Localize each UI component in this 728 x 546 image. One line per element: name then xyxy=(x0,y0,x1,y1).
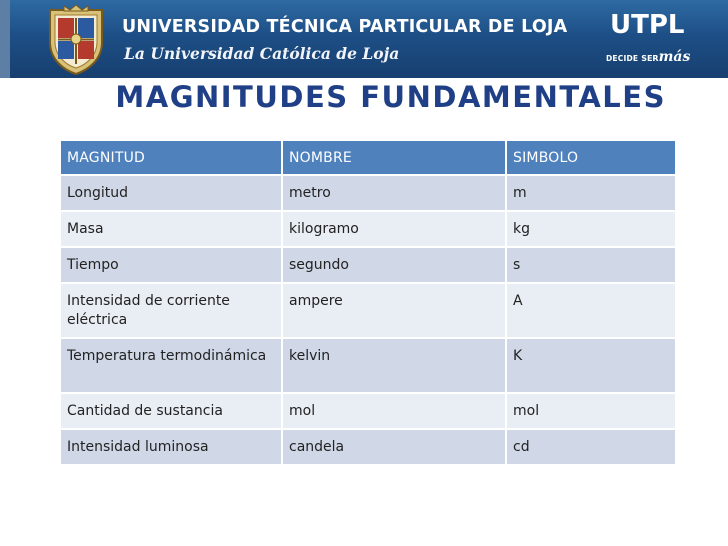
header-nombre: NOMBRE xyxy=(283,141,507,174)
cell-nombre: ampere xyxy=(283,284,507,337)
cell-simbolo: K xyxy=(507,339,675,392)
university-tagline: La Universidad Católica de Loja xyxy=(124,44,400,63)
cell-magnitud: Temperatura termodinámica xyxy=(61,339,283,392)
cell-magnitud: Masa xyxy=(61,212,283,246)
table-row xyxy=(61,212,675,246)
cell-nombre: mol xyxy=(283,394,507,428)
cell-magnitud: Intensidad de corriente eléctrica xyxy=(61,284,283,337)
cell-simbolo: cd xyxy=(507,430,675,464)
table-row xyxy=(61,284,675,337)
cell-nombre: metro xyxy=(283,176,507,210)
table-row xyxy=(61,430,675,464)
header-banner xyxy=(0,0,728,78)
cell-nombre: segundo xyxy=(283,248,507,282)
slide-title: MAGNITUDES FUNDAMENTALES xyxy=(115,80,666,114)
utpl-logo-text: UTPL xyxy=(610,10,685,40)
header-magnitud: MAGNITUD xyxy=(61,141,283,174)
banner-edge-strip xyxy=(0,0,10,78)
cell-simbolo: A xyxy=(507,284,675,337)
magnitudes-table xyxy=(61,139,675,466)
slogan-prefix: DECIDE xyxy=(606,54,639,63)
cell-simbolo: m xyxy=(507,176,675,210)
cell-simbolo: s xyxy=(507,248,675,282)
cell-magnitud: Cantidad de sustancia xyxy=(61,394,283,428)
table-row xyxy=(61,339,675,392)
cell-nombre: candela xyxy=(283,430,507,464)
cell-nombre: kilogramo xyxy=(283,212,507,246)
university-name: UNIVERSIDAD TÉCNICA PARTICULAR DE LOJA xyxy=(122,17,568,37)
cell-nombre: kelvin xyxy=(283,339,507,392)
table-row xyxy=(61,394,675,428)
cell-simbolo: mol xyxy=(507,394,675,428)
table-header-row xyxy=(61,141,675,174)
slogan-end: más xyxy=(658,49,691,65)
cell-magnitud: Intensidad luminosa xyxy=(61,430,283,464)
magnitudes-table-container xyxy=(61,139,675,466)
slogan-mid: SER xyxy=(641,54,659,63)
utpl-brand xyxy=(606,10,716,70)
table-row xyxy=(61,176,675,210)
header-simbolo: SIMBOLO xyxy=(507,141,675,174)
table-row xyxy=(61,248,675,282)
cell-simbolo: kg xyxy=(507,212,675,246)
utpl-slogan xyxy=(606,46,690,65)
university-seal-icon xyxy=(44,4,108,76)
cell-magnitud: Longitud xyxy=(61,176,283,210)
cell-magnitud: Tiempo xyxy=(61,248,283,282)
